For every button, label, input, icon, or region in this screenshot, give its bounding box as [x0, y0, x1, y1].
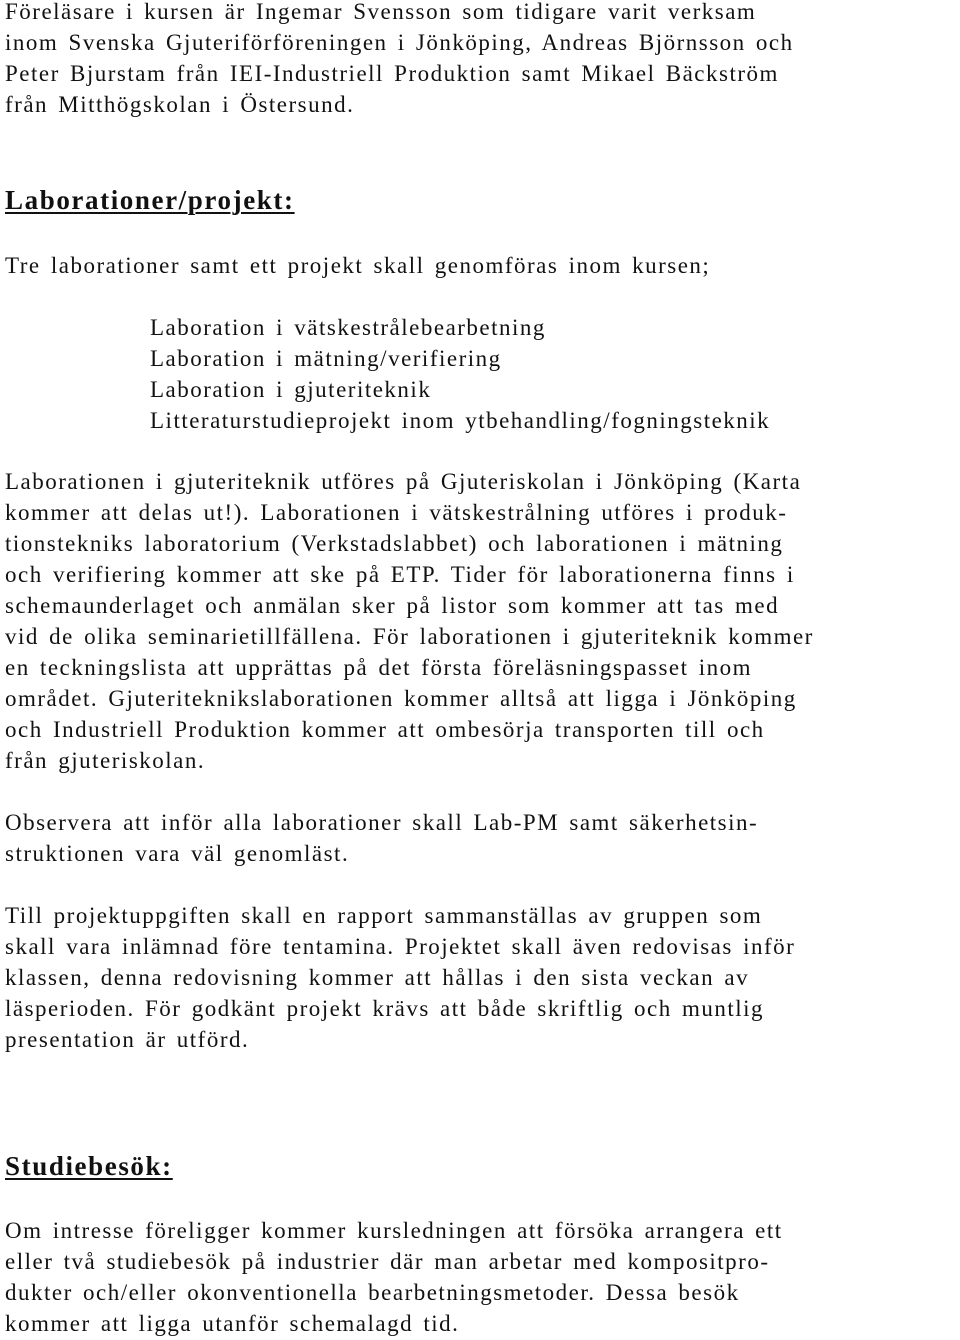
safety-line: Observera att inför alla laborationer skall Lab-PM samt säkerhetsin-: [5, 810, 759, 835]
visits-line: dukter och/eller okonventionella bearbetningsmetoder. Dessa besök: [5, 1280, 740, 1305]
labs-details-line: Laborationen i gjuteriteknik utföres på Gjuteriskolan i Jönköping (Karta: [5, 469, 802, 494]
list-item: Laboration i gjuteriteknik: [150, 377, 432, 402]
labs-details-line: vid de olika seminarietillfällena. För laborationen i gjuteriteknik kommer: [5, 624, 814, 649]
labs-details-line: tionstekniks laboratorium (Verkstadslabbet) och laborationen i mätning: [5, 531, 784, 556]
labs-details-line: schemaunderlaget och anmälan sker på listor som kommer att tas med: [5, 593, 780, 618]
intro-line: från Mitthögskolan i Östersund.: [5, 92, 355, 117]
project-line: klassen, denna redovisning kommer att hållas i den sista veckan av: [5, 965, 750, 990]
labs-details-line: från gjuteriskolan.: [5, 748, 206, 773]
visits-line: eller två studiebesök på industrier där man arbetar med kompositpro-: [5, 1249, 770, 1274]
list-item: Laboration i mätning/verifiering: [150, 346, 502, 371]
project-line: presentation är utförd.: [5, 1027, 250, 1052]
section-heading-visits: Studiebesök:: [5, 1151, 173, 1181]
list-item: Laboration i vätskestrålebearbetning: [150, 315, 546, 340]
project-line: Till projektuppgiften skall en rapport sammanställas av gruppen som: [5, 903, 763, 928]
labs-details-line: området. Gjuteriteknikslaborationen kommer alltså att ligga i Jönköping: [5, 686, 797, 711]
visits-line: Om intresse föreligger kommer kursledningen att försöka arrangera ett: [5, 1218, 783, 1243]
visits-line: kommer att ligga utanför schemalagd tid.: [5, 1311, 460, 1336]
intro-line: Föreläsare i kursen är Ingemar Svensson som tidigare varit verksam: [5, 0, 757, 24]
section-heading-labs: Laborationer/projekt:: [5, 185, 295, 215]
safety-line: struktionen vara väl genomläst.: [5, 841, 350, 866]
labs-details-line: och verifiering kommer att ske på ETP. Tider för laborationerna finns i: [5, 562, 795, 587]
project-line: skall vara inlämnad före tentamina. Projektet skall även redovisas inför: [5, 934, 796, 959]
labs-details-line: kommer att delas ut!). Laborationen i vätskestrålning utföres i produk-: [5, 500, 788, 525]
intro-line: Peter Bjurstam från IEI-Industriell Produktion samt Mikael Bäckström: [5, 61, 779, 86]
labs-lead: Tre laborationer samt ett projekt skall genomföras inom kursen;: [5, 253, 711, 278]
labs-details-line: en teckningslista att upprättas på det första föreläsningspasset inom: [5, 655, 753, 680]
labs-details-line: och Industriell Produktion kommer att ombesörja transporten till och: [5, 717, 765, 742]
intro-line: inom Svenska Gjuteriförföreningen i Jönköping, Andreas Björnsson och: [5, 30, 794, 55]
list-item: Litteraturstudieprojekt inom ytbehandling/fogningsteknik: [150, 408, 771, 433]
project-line: läsperioden. För godkänt projekt krävs att både skriftlig och muntlig: [5, 996, 765, 1021]
